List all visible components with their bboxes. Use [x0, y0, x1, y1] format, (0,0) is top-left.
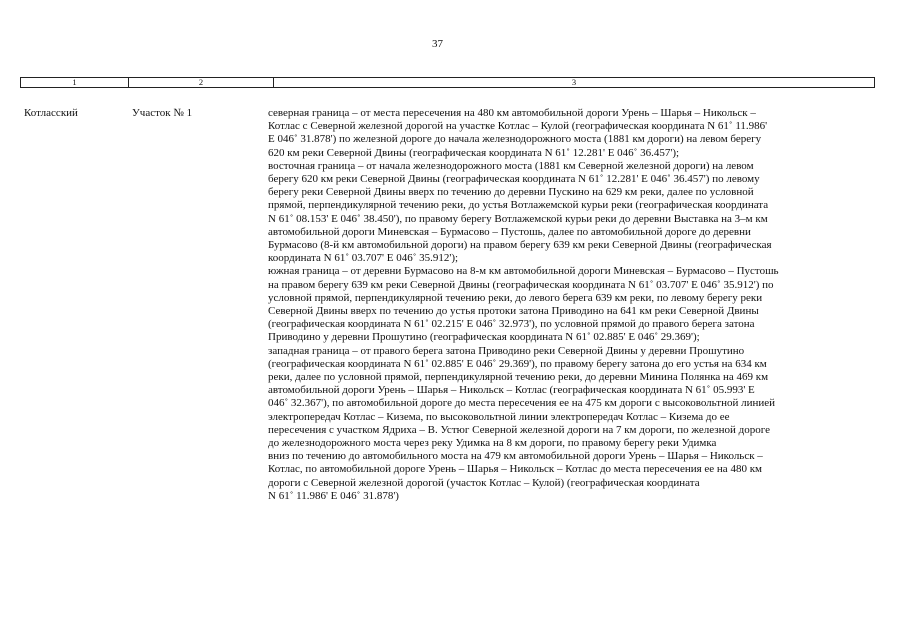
description-line: N 61˚ 11.986' E 046˚ 31.878') [268, 489, 399, 502]
district-name: Котласский [24, 107, 78, 119]
description-line: координата N 61˚ 03.707' E 046˚ 35.912'); [268, 252, 459, 265]
table-header-col-3: 3 [571, 77, 577, 87]
description-line: условной прямой, перпендикулярной течению реки, до левого берега 639 км реки, по левому берегу реки [268, 291, 763, 304]
description-line: электропередач Котлас – Кизема, по высоковольтной линии электропередач Котлас – Кизема до ее [268, 410, 730, 423]
description-line: западная граница – от правого берега затона Приводино реки Северной Двины у деревни Прошутино [268, 344, 745, 357]
description-line: дороги с Северной железной дорогой (участок Котлас – Кулой) (географическая координата [268, 476, 700, 489]
description-line: реки, далее по условной прямой, перпендикулярной течению реки, до деревни Минина Полянка на 469 км [268, 371, 769, 384]
description-line: берегу 620 км реки Северной Двины (географическая координата N 61˚ 12.281' E 046˚ 36.457') по левому [268, 173, 760, 186]
description-line: восточная граница – от начала железнодорожного моста (1881 км Северной железной дороги) на левом [268, 159, 754, 172]
description-line: Бурмасово (8-й км автомобильной дороги) на правом берегу 639 км реки Северной Двины (географическая [268, 239, 772, 252]
description-line: прямой, перпендикулярной течению реки, до устья Вотлажемской курьи реки (географическая координата [268, 199, 769, 212]
description-line: автомобильной дороги Урень – Шарья – Никольск – Котлас (географическая координата N 61˚ 05.993' E [268, 384, 755, 397]
description-line: Котлас, по автомобильной дороге Урень – Шарья – Никольск – Котлас до места пересечения ее на 480 км [268, 463, 762, 476]
description-line: (географическая координата N 61˚ 02.885' E 046˚ 29.369'), по правому берегу затона до его устья на 634 км [268, 357, 767, 370]
description-line: автомобильной дороги Миневская – Бурмасово – Пустошь, далее по автомобильной дороге до деревни [268, 225, 751, 238]
description-line: до железнодорожного моста через реку Удимка на 8 км дороги, по правому берегу реки Удимка [268, 437, 717, 450]
description-line: N 61˚ 08.153' E 046˚ 38.450'), по правому берегу Вотлажемской курьи реки до деревни Выставка на 3–м км [268, 212, 768, 225]
description-line: 620 км реки Северной Двины (географическая координата N 61˚ 12.281' E 046˚ 36.457'); [268, 146, 680, 159]
description-line: Приводино у деревни Прошутино (географическая координата N 61˚ 02.885' E 046˚ 29.369'); [268, 331, 700, 344]
table-header-col-1: 1 [21, 78, 129, 87]
description-line: E 046˚ 31.878') по железной дороге до начала железнодорожного моста (1881 км дороги) на левом берегу [268, 133, 762, 146]
table-header-col-2: 2 [129, 78, 274, 87]
description-line: пересечения с участком Ядриха – В. Устюг Северной железной дороги на 7 км дороги, по железной дороге [268, 423, 770, 436]
description-line: Котлас с Северной железной дорогой на участке Котлас – Кулой (географическая координата N 61˚ 11.986' [268, 120, 768, 133]
boundary-description [268, 107, 868, 503]
description-line: Северной Двины вверх по течению до устья протоки затона Приводино на 641 км реки Северной Двины [268, 305, 759, 318]
description-line: 046˚ 32.367'), по автомобильной дороге до места пересечения ее на 475 км дороги с высоковольтной линией [268, 397, 776, 410]
description-line: вниз по течению до автомобильного моста на 479 км автомобильной дороги Урень – Шарья – Никольск – [268, 450, 763, 463]
description-line: на правом берегу 639 км реки Северной Двины (географическая координата N 61˚ 03.707' E 046˚ 35.912') по [268, 278, 774, 291]
table-header-row [20, 77, 875, 88]
section-name: Участок № 1 [132, 107, 193, 119]
page-number: 37 [432, 38, 443, 50]
description-line: берегу реки Северной Двины вверх по течению до деревни Пускино на 629 км реки, далее по условной [268, 186, 754, 199]
description-line: (географическая координата N 61˚ 02.215' E 046˚ 32.973'), по условной прямой до правого берега затона [268, 318, 755, 331]
description-line: северная граница – от места пересечения на 480 км автомобильной дороги Урень – Шарья – Никольск – [268, 107, 756, 119]
description-line: южная граница – от деревни Бурмасово на 8-м км автомобильной дороги Миневская – Бурмасово – Пустошь [268, 265, 779, 278]
